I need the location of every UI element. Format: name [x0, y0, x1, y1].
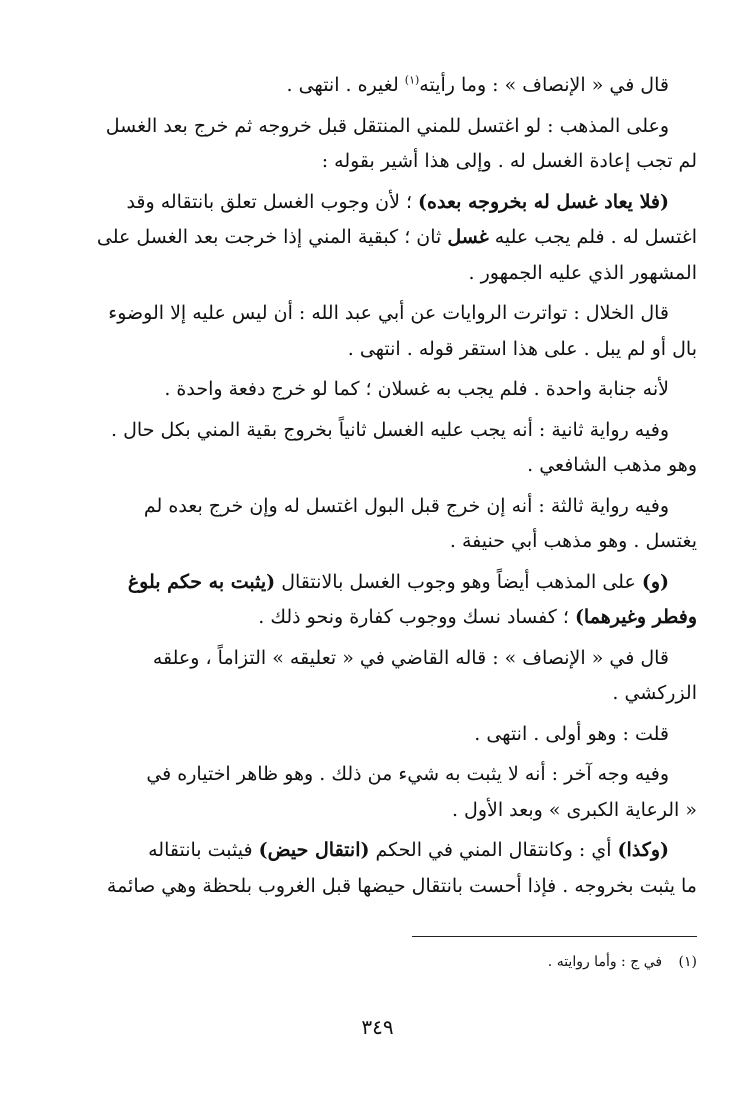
- text-segment: قال في « الإنصاف » : قاله القاضي في « تعليقه » التزاماً ، وعلقه: [152, 646, 669, 669]
- bold-text-segment: (وكذا): [617, 839, 669, 861]
- text-line: [60, 565, 697, 601]
- text-segment: لم تجب إعادة الغسل له . وإلى هذا أشير بقوله :: [321, 150, 697, 172]
- text-segment: المشهور الذي عليه الجمهور .: [468, 261, 697, 284]
- paragraph: [60, 833, 697, 904]
- text-segment: وهو مذهب الشافعي .: [527, 454, 697, 476]
- bold-text-segment: غسل: [447, 226, 489, 248]
- text-segment: قال الخلال : تواترت الروايات عن أبي عبد الله : أن ليس عليه إلا الوضوء: [108, 302, 669, 324]
- text-segment: يغتسل . وهو مذهب أبي حنيفة .: [449, 530, 697, 552]
- text-line: [60, 144, 697, 180]
- text-line: [60, 833, 697, 869]
- text-line: [60, 757, 697, 793]
- page-number: ٣٤٩: [361, 1015, 394, 1039]
- paragraph: [60, 372, 697, 408]
- text-segment: فيثبت بانتقاله: [148, 839, 259, 861]
- bold-text-segment: (انتقال حيض): [258, 839, 370, 861]
- paragraph: [60, 717, 697, 753]
- text-segment: قلت : وهو أولى . انتهى .: [474, 722, 669, 745]
- text-segment: ؛ كفساد نسك ووجوب كفارة ونحو ذلك .: [258, 606, 575, 628]
- text-segment: وعلى المذهب : لو اغتسل للمني المنتقل قبل خروجه ثم خرج بعد الغسل: [105, 114, 669, 137]
- footnote-number: (١): [678, 954, 697, 970]
- text-line: [60, 109, 697, 145]
- text-segment: لأنه جنابة واحدة . فلم يجب به غسلان ؛ كما لو خرج دفعة واحدة .: [164, 378, 669, 400]
- main-text: [60, 68, 697, 909]
- text-segment: ما يثبت بخروجه . فإذا أحست بانتقال حيضها قبل الغروب بلحظة وهي صائمة: [106, 874, 697, 897]
- text-line: [60, 296, 697, 332]
- text-segment: أي : وكانتقال المني في الحكم: [369, 839, 618, 861]
- text-segment: اغتسل له . فلم يجب عليه: [488, 226, 697, 248]
- text-line: [60, 68, 697, 104]
- paragraph: [60, 109, 697, 180]
- text-segment: وفيه وجه آخر : أنه لا يثبت به شيء من ذلك . وهو ظاهر اختياره في: [146, 763, 669, 785]
- text-segment: « الرعاية الكبرى » وبعد الأول .: [451, 798, 697, 821]
- text-line: [60, 793, 697, 829]
- bold-text-segment: وفطر وغيرهما): [574, 606, 697, 628]
- text-line: [60, 600, 697, 636]
- text-line: [60, 869, 697, 905]
- text-line: [60, 372, 697, 408]
- text-segment: بال أو لم يبل . على هذا استقر قوله . انتهى .: [347, 337, 697, 360]
- text-segment: وفيه رواية ثالثة : أنه إن خرج قبل البول اغتسل له وإن خرج بعده لم: [143, 494, 669, 517]
- text-line: [60, 413, 697, 449]
- paragraph: [60, 565, 697, 636]
- text-line: [60, 641, 697, 677]
- bold-text-segment: (يثبت به حكم بلوغ: [127, 570, 276, 593]
- footnote-text: في ج : وأما روايته .: [547, 954, 663, 970]
- paragraph: [60, 641, 697, 712]
- text-segment: على المذهب أيضاً وهو وجوب الغسل بالانتقال: [275, 570, 642, 593]
- text-segment: قال في « الإنصاف » : وما رأيته: [419, 74, 669, 96]
- text-segment: الزركشي .: [612, 682, 697, 704]
- text-segment: ؛ لأن وجوب الغسل تعلق بانتقاله وقد: [126, 190, 419, 213]
- text-line: [60, 256, 697, 292]
- footnote: [60, 950, 697, 974]
- paragraph: [60, 185, 697, 292]
- text-segment: ثان ؛ كبقية المني إذا خرجت بعد الغسل على: [96, 226, 448, 248]
- text-line: [60, 676, 697, 712]
- bold-text-segment: (فلا يعاد غسل له بخروجه بعده): [418, 190, 669, 213]
- footnote-marker: (١): [404, 73, 420, 87]
- paragraph: [60, 489, 697, 560]
- paragraph: [60, 413, 697, 484]
- text-line: [60, 185, 697, 221]
- bold-text-segment: (و): [641, 570, 669, 593]
- text-line: [60, 448, 697, 484]
- footnote-separator: [412, 936, 697, 937]
- text-segment: لغيره . انتهى .: [286, 74, 405, 96]
- text-segment: وفيه رواية ثانية : أنه يجب عليه الغسل ثانياً بخروج بقية المني بكل حال .: [111, 418, 669, 441]
- paragraph: [60, 757, 697, 828]
- paragraph: [60, 68, 697, 104]
- text-line: [60, 332, 697, 368]
- text-line: [60, 524, 697, 560]
- text-line: [60, 717, 697, 753]
- text-line: [60, 220, 697, 256]
- paragraph: [60, 296, 697, 367]
- text-line: [60, 489, 697, 525]
